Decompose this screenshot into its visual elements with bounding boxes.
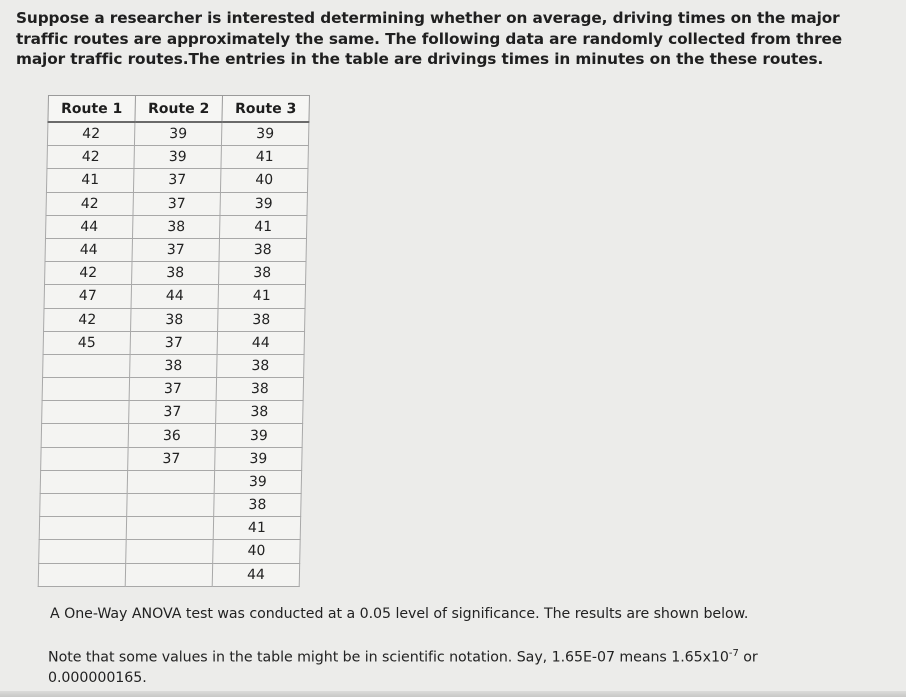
table-cell-route-3: 44: [217, 331, 304, 354]
table-row: [43, 354, 304, 377]
table-cell-route-2: [127, 470, 214, 493]
table-cell-route-1: 45: [43, 331, 130, 354]
table-cell-route-3: 40: [220, 169, 307, 192]
table-cell-route-3: 44: [212, 563, 299, 586]
table-cell-route-3: 39: [220, 192, 307, 215]
table-cell-route-2: 36: [128, 424, 215, 447]
table-header-row: [48, 96, 310, 123]
table-cell-route-2: 37: [132, 238, 219, 261]
table-row: [38, 563, 299, 586]
sci-note-exponent: -7: [728, 648, 739, 659]
table-row: [44, 285, 305, 308]
table-cell-route-3: 41: [213, 517, 300, 540]
table-cell-route-1: 44: [45, 215, 132, 238]
table-row: [43, 331, 304, 354]
table-cell-route-1: 47: [44, 285, 131, 308]
problem-intro-text: Suppose a researcher is interested determining whether on average, driving times on the major traffic routes are approximately the same. The following data are randomly collected from three major traffic routes.The entries in the table are drivings times in minutes on the these routes.: [16, 9, 843, 68]
table-row: [40, 494, 301, 517]
table-cell-route-3: 39: [215, 447, 302, 470]
table-row: [46, 169, 307, 192]
table-row: [45, 238, 306, 261]
table-cell-route-2: 38: [131, 308, 218, 331]
table-cell-route-2: 39: [134, 122, 221, 146]
table-cell-route-2: 39: [134, 146, 221, 169]
table-cell-route-3: 39: [215, 424, 302, 447]
table-cell-route-3: 38: [214, 494, 301, 517]
table-cell-route-3: 41: [219, 215, 306, 238]
table-cell-route-1: 44: [45, 238, 132, 261]
table-cell-route-1: 42: [46, 192, 133, 215]
table-cell-route-1: 42: [45, 262, 132, 285]
table-row: [40, 470, 301, 493]
scientific-notation-note: [48, 644, 838, 688]
driving-times-table: [38, 95, 310, 587]
table-cell-route-1: [40, 494, 127, 517]
table-cell-route-2: 38: [130, 354, 217, 377]
anova-description: A One-Way ANOVA test was conducted at a 0.05 level of significance. The results are shown below.: [50, 606, 749, 622]
table-cell-route-1: [42, 378, 129, 401]
table-cell-route-2: 37: [129, 401, 216, 424]
table-cell-route-3: 38: [216, 378, 303, 401]
table-cell-route-2: 37: [133, 192, 220, 215]
header-route-1: Route 1: [48, 96, 136, 123]
table-cell-route-2: 37: [130, 331, 217, 354]
sci-note-suffix: or 0.000000165.: [48, 649, 758, 686]
table-row: [47, 146, 308, 169]
table-cell-route-3: 39: [214, 470, 301, 493]
table-cell-route-1: [39, 540, 126, 563]
table-row: [41, 424, 302, 447]
table-row: [47, 122, 308, 146]
table-cell-route-1: [42, 401, 129, 424]
table-cell-route-1: 42: [47, 122, 134, 146]
table-row: [46, 192, 307, 215]
table-cell-route-2: 38: [132, 215, 219, 238]
table-cell-route-2: [126, 517, 213, 540]
table-row: [44, 308, 305, 331]
table-row: [39, 540, 300, 563]
table-row: [45, 215, 306, 238]
table-cell-route-3: 38: [219, 262, 306, 285]
table-cell-route-1: 42: [44, 308, 131, 331]
bottom-edge: [0, 691, 906, 697]
table-row: [42, 378, 303, 401]
header-route-2: Route 2: [135, 96, 223, 123]
table-cell-route-3: 38: [216, 401, 303, 424]
table-body: [38, 122, 309, 586]
sci-note-prefix: Note that some values in the table might be in scientific notation. Say, 1.65E-07 means 1.65x10: [48, 649, 729, 666]
table-cell-route-3: 40: [213, 540, 300, 563]
table-cell-route-3: 39: [221, 122, 308, 146]
table-cell-route-3: 38: [217, 354, 304, 377]
table-row: [41, 447, 302, 470]
table-cell-route-1: [41, 424, 128, 447]
table-cell-route-2: 38: [132, 262, 219, 285]
driving-times-table-container: [38, 95, 310, 587]
table-cell-route-3: 38: [219, 238, 306, 261]
table-cell-route-2: 37: [128, 447, 215, 470]
table-cell-route-1: [38, 563, 125, 586]
header-route-3: Route 3: [222, 96, 310, 123]
table-cell-route-2: 37: [133, 169, 220, 192]
table-row: [45, 262, 306, 285]
table-cell-route-3: 38: [218, 308, 305, 331]
table-cell-route-2: [125, 563, 212, 586]
table-cell-route-1: [40, 470, 127, 493]
table-cell-route-1: [41, 447, 128, 470]
table-cell-route-2: [127, 494, 214, 517]
table-cell-route-3: 41: [221, 146, 308, 169]
table-row: [42, 401, 303, 424]
table-cell-route-2: 44: [131, 285, 218, 308]
table-cell-route-2: [126, 540, 213, 563]
table-cell-route-1: [39, 517, 126, 540]
table-row: [39, 517, 300, 540]
table-cell-route-1: 42: [47, 146, 134, 169]
table-cell-route-3: 41: [218, 285, 305, 308]
table-cell-route-1: [43, 354, 130, 377]
table-cell-route-2: 37: [129, 378, 216, 401]
table-cell-route-1: 41: [46, 169, 133, 192]
